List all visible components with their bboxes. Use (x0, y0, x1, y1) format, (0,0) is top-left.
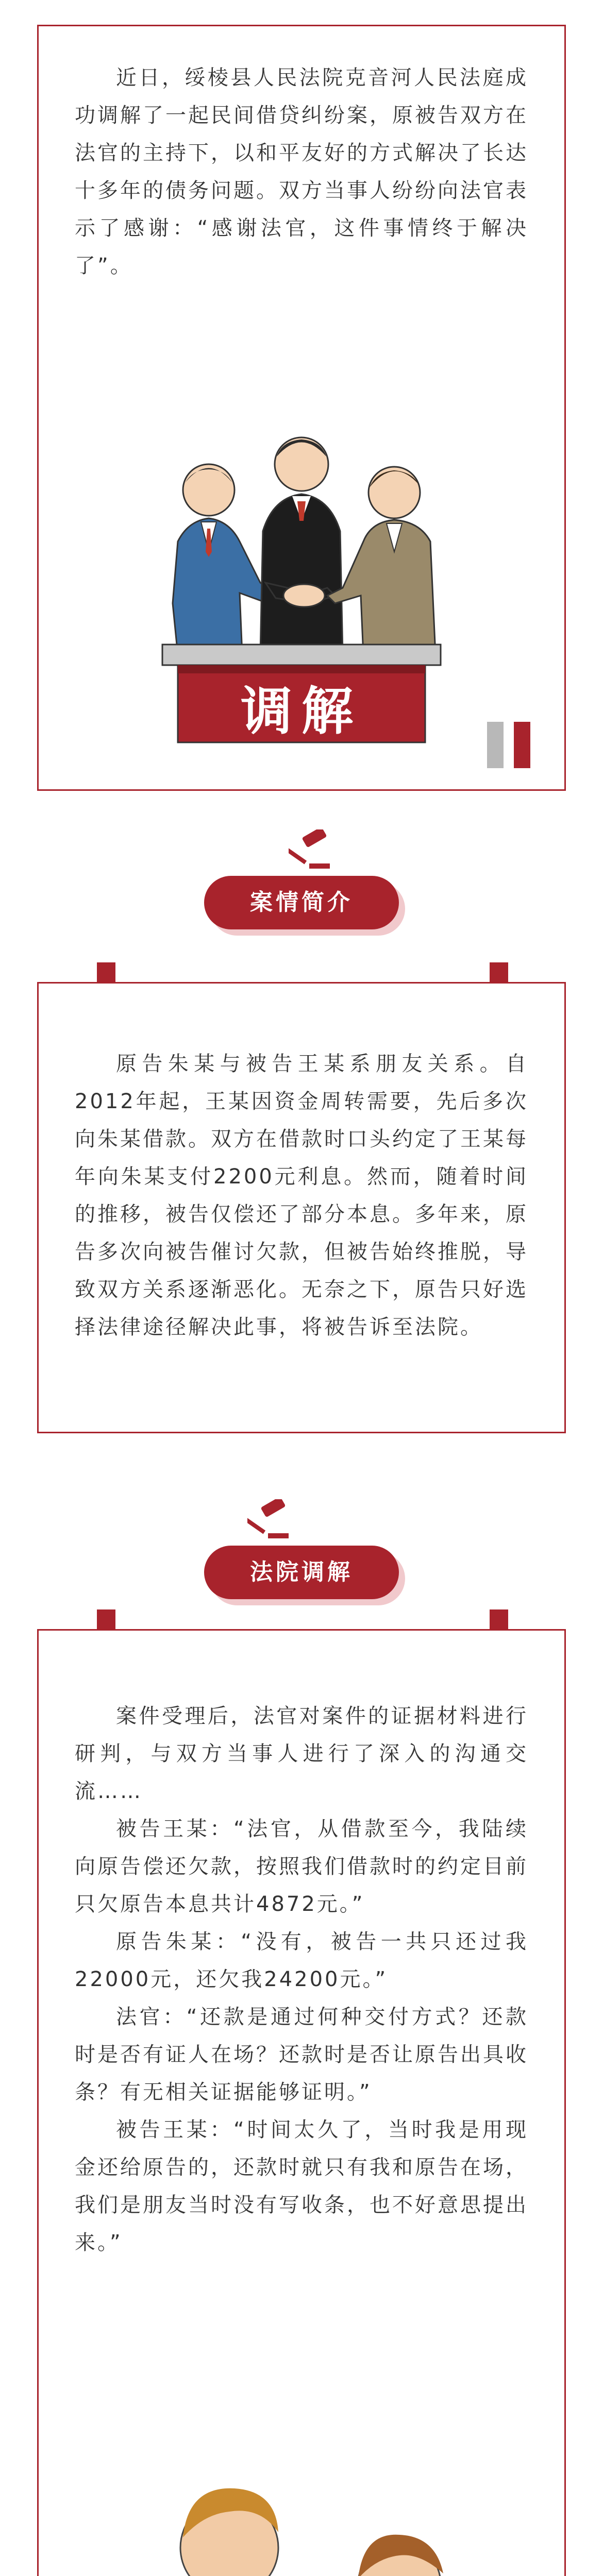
dialogue-paragraph: 法官：“还款是通过何种交付方式？还款时是否有证人在场？还款时是否让原告出具收条？有无相关证据能够证明。” (75, 2005, 528, 2104)
dialogue-paragraph: 案件受理后，法官对案件的证据材料进行研判，与双方当事人进行了深入的沟通交流…… (75, 1704, 528, 1803)
section-title-case-summary: 案情简介 (204, 876, 399, 929)
intro-paragraph: 近日，绥棱县人民法院克音河人民法庭成功调解了一起民间借贷纠纷案，原被告双方在法官的主持下，以和平友好的方式解决了长达十多年的债务问题。双方当事人纷纷向法官表示了感谢：“感谢法官，这件事情终于解决了”。 (75, 66, 528, 278)
gray-deco-block (487, 722, 504, 768)
case-summary-paragraph: 原告朱某与被告王某系朋友关系。自2012年起，王某因资金周转需要，先后多次向朱某借款。双方在借款时口头约定了王某每年向朱某支付2200元利息。然而，随着时间的推移，被告仅偿还了部分本息。多年来，原告多次向被告催讨欠款，但被告始终推脱，导致双方关系逐渐恶化。无奈之下，原告只好选择法律途径解决此事，将被告诉至法院。 (75, 1052, 528, 1339)
red-deco-block (514, 722, 530, 768)
card-tab-left (97, 962, 115, 983)
dialogue-paragraph: 原告朱某：“没有，被告一共只还过我22000元，还欠我24200元。” (75, 1930, 528, 1991)
card-tab-left (97, 1609, 115, 1630)
case-summary-card (37, 982, 566, 1433)
mediation-card (37, 1629, 566, 2576)
right-person-figure (327, 467, 435, 655)
right-man-figure (314, 2535, 487, 2576)
gavel-icon (247, 1499, 291, 1540)
dialogue-paragraph: 被告王某：“法官，从借款至今，我陆续向原告偿还欠款，按照我们借款时的约定目前只欠原告本息共计4872元。” (75, 1817, 528, 1916)
left-man-figure (142, 2488, 399, 2576)
gavel-icon (289, 829, 332, 871)
card-tab-right (490, 1609, 508, 1630)
mediation-dialogue (75, 1698, 528, 2262)
sign-label: 调解 (241, 681, 362, 741)
argument-illustration (111, 2439, 502, 2576)
judge-figure (260, 437, 343, 655)
dialogue-paragraph: 被告王某：“时间太久了，当时我是用现金还给原告的，还款时就只有我和原告在场，我们是朋友当时没有写收条，也不好意思提出来。” (75, 2118, 528, 2255)
card-tab-right (490, 962, 508, 983)
section-title-mediation: 法院调解 (204, 1546, 399, 1599)
intro-card (37, 25, 566, 791)
handshake (283, 584, 325, 607)
